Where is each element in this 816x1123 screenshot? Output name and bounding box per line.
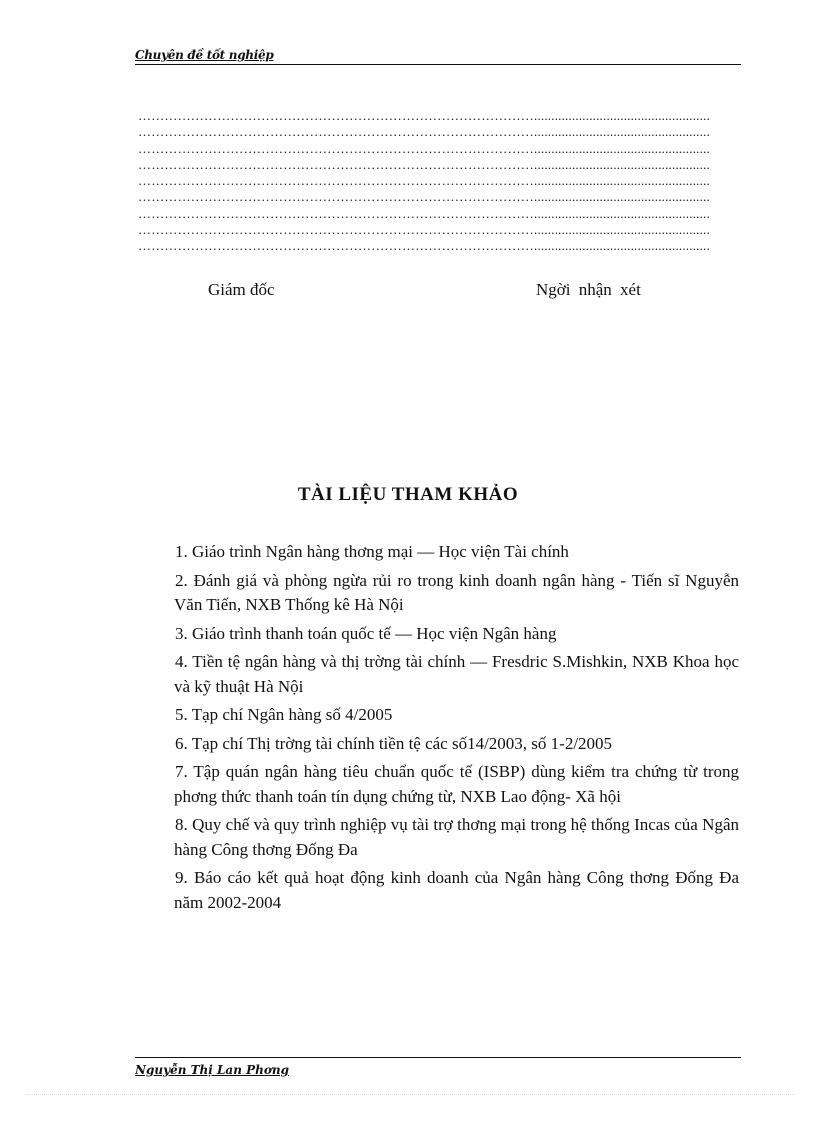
reference-item: 8. Quy chế và quy trình nghiệp vụ tài trợ thơng mại trong hệ thống Incas của Ngân hàng Công thơng Đống Đa <box>174 815 739 859</box>
reference-item: 6. Tạp chí Thị trờng tài chính tiền tệ các số14/2003, số 1-2/2005 <box>175 733 613 753</box>
dotted-line: ………………………………………………………………………………................................................... <box>138 108 710 123</box>
reference-item: 7. Tập quán ngân hàng tiêu chuẩn quốc tế (ISBP) dùng kiểm tra chứng từ trong phơng thức thanh toán tín dụng chứng từ, NXB Lao động- Xã hội <box>174 762 739 806</box>
comment-dotted-lines <box>138 108 738 255</box>
reference-item: 9. Báo cáo kết quả hoạt động kinh doanh của Ngân hàng Công thơng Đống Đa năm 2002-2004 <box>174 868 739 912</box>
dotted-line: ………………………………………………………………………………................................................... <box>138 205 710 221</box>
references-list <box>174 540 739 919</box>
reference-item: 2. Đánh giá và phòng ngừa rủi ro trong kinh doanh ngân hàng - Tiến sĩ Nguyễn Văn Tiến, NXB Thống kê Hà Nội <box>174 570 739 614</box>
signature-reviewer: Ngời nhận xét <box>536 280 641 299</box>
dotted-line: ………………………………………………………………………………................................................... <box>138 156 710 172</box>
page-header <box>135 46 741 65</box>
page-footer <box>135 1057 741 1079</box>
page-edge-divider <box>25 1094 795 1095</box>
header-title: Chuyên đề tốt nghiệp <box>135 48 274 62</box>
signature-director: Giám đốc <box>208 280 275 299</box>
dotted-line: ………………………………………………………………………………................................................... <box>138 222 710 238</box>
dotted-line: ………………………………………………………………………………................................................... <box>138 189 710 205</box>
reference-item: 4. Tiền tệ ngân hàng và thị trờng tài chính — Fresdric S.Mishkin, NXB Khoa học và kỹ thuật Hà Nội <box>174 652 739 696</box>
reference-item: 1. Giáo trình Ngân hàng thơng mại — Học viện Tài chính <box>175 542 569 561</box>
dotted-line: ………………………………………………………………………………................................................... <box>138 140 710 156</box>
footer-author: Nguyễn Thị Lan Phơng <box>135 1063 289 1077</box>
dotted-line: ………………………………………………………………………………................................................... <box>138 173 710 189</box>
reference-item: 3. Giáo trình thanh toán quốc tế — Học viện Ngân hàng <box>175 623 557 643</box>
dotted-line: ………………………………………………………………………………................................................... <box>138 124 710 140</box>
dotted-line: ………………………………………………………………………………................................................... <box>138 238 710 254</box>
references-title: TÀI LIỆU THAM KHẢO <box>297 484 519 505</box>
reference-item: 5. Tạp chí Ngân hàng số 4/2005 <box>175 705 393 724</box>
